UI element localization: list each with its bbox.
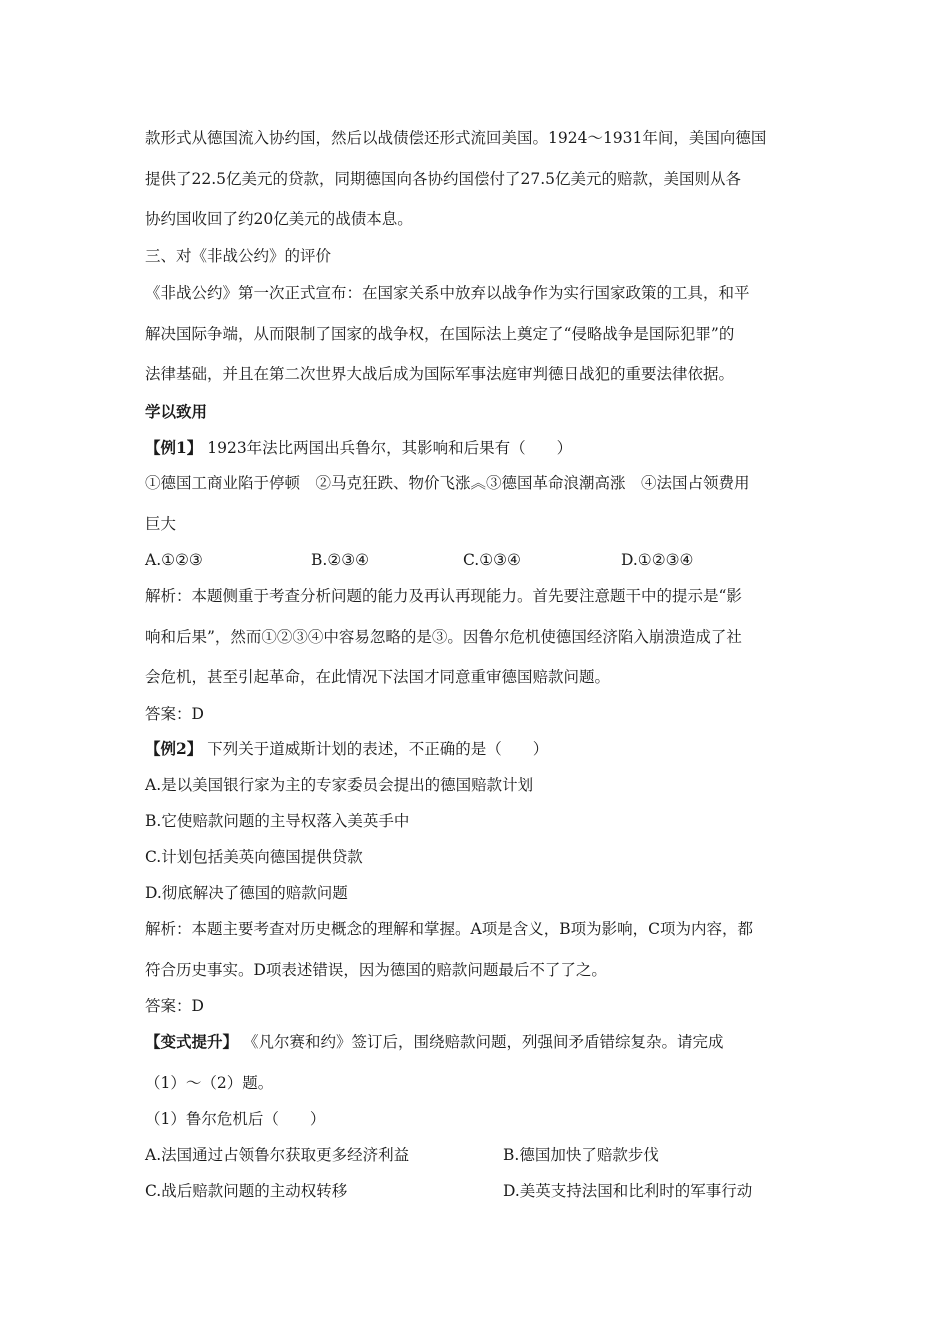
- example2-tag: 【例2】: [145, 739, 203, 758]
- paragraph-line: 款形式从德国流入协约国，然后以战债偿还形式流回美国。1924～1931年间，美国向德国: [145, 129, 767, 147]
- paragraph-line: 法律基础，并且在第二次世界大战后成为国际军事法庭审判德日战犯的重要法律依据。: [145, 365, 735, 383]
- example1-option-b: B.②③④: [311, 551, 370, 569]
- example1-analysis-line: 会危机，甚至引起革命，在此情况下法国才同意重审德国赔款问题。: [145, 668, 611, 686]
- variant-option-c: C.战后赔款问题的主动权转移: [145, 1182, 348, 1200]
- example2-option-a: A.是以美国银行家为主的专家委员会提出的德国赔款计划: [145, 776, 534, 794]
- section-heading: 三、对《非战公约》的评价: [145, 247, 332, 265]
- example2-option-c: C.计划包括美英向德国提供贷款: [145, 848, 363, 866]
- example2-analysis-line: 解析：本题主要考查对历史概念的理解和掌握。A项是含义，B项为影响，C项为内容，都: [145, 920, 753, 938]
- example1-tag: 【例1】: [145, 438, 203, 457]
- example1-answer: 答案：D: [145, 705, 204, 723]
- example1-items-line: 巨大: [145, 515, 177, 533]
- variant-intro-line: [145, 1032, 723, 1052]
- variant-option-d: D.美英支持法国和比利时的军事行动: [503, 1182, 753, 1200]
- variant-option-a: A.法国通过占领鲁尔获取更多经济利益: [145, 1146, 410, 1164]
- example1-option-d: D.①②③④: [621, 551, 694, 569]
- example2-analysis-line: 符合历史事实。D项表述错误，因为德国的赔款问题最后不了了之。: [145, 961, 607, 979]
- example2-question-line: [145, 739, 548, 759]
- example1-option-a: A.①②③: [145, 551, 203, 569]
- example2-option-d: D.彻底解决了德国的赔款问题: [145, 884, 348, 902]
- paragraph-line: 提供了22.5亿美元的贷款，同期德国向各协约国偿付了27.5亿美元的赔款，美国则从各: [145, 170, 742, 188]
- variant-question-1: （1）鲁尔危机后（ ）: [145, 1110, 326, 1128]
- example1-items-line: ①德国工商业陷于停顿 ②马克狂跌、物价飞涨︽③德国革命浪潮高涨 ④法国占领费用: [145, 474, 750, 492]
- variant-tag: 【变式提升】: [145, 1032, 239, 1051]
- section-title: 学以致用: [145, 403, 208, 421]
- example1-analysis-line: 解析：本题侧重于考查分析问题的能力及再认再现能力。首先要注意题干中的提示是“影: [145, 587, 742, 605]
- example2-answer: 答案：D: [145, 997, 204, 1015]
- paragraph-line: 《非战公约》第一次正式宣布：在国家关系中放弃以战争作为实行国家政策的工具，和平: [145, 284, 750, 302]
- paragraph-line: 协约国收回了约20亿美元的战债本息。: [145, 210, 413, 228]
- variant-intro: 《凡尔赛和约》签订后，围绕赔款问题，列强间矛盾错综复杂。请完成: [242, 1033, 724, 1051]
- variant-option-b: B.德国加快了赔款步伐: [503, 1146, 659, 1164]
- variant-intro-line: （1）～（2）题。: [145, 1074, 274, 1092]
- example1-option-c: C.①③④: [463, 551, 521, 569]
- example2-option-b: B.它使赔款问题的主导权落入美英手中: [145, 812, 410, 830]
- example1-question-line: [145, 438, 572, 458]
- example2-question: 下列关于道威斯计划的表述，不正确的是（ ）: [207, 740, 549, 758]
- example1-question: 1923年法比两国出兵鲁尔，其影响和后果有（ ）: [207, 439, 573, 457]
- example1-analysis-line: 响和后果”，然而①②③④中容易忽略的是③。因鲁尔危机使德国经济陷入崩溃造成了社: [145, 628, 742, 646]
- paragraph-line: 解决国际争端，从而限制了国家的战争权，在国际法上奠定了“侵略战争是国际犯罪”的: [145, 325, 735, 343]
